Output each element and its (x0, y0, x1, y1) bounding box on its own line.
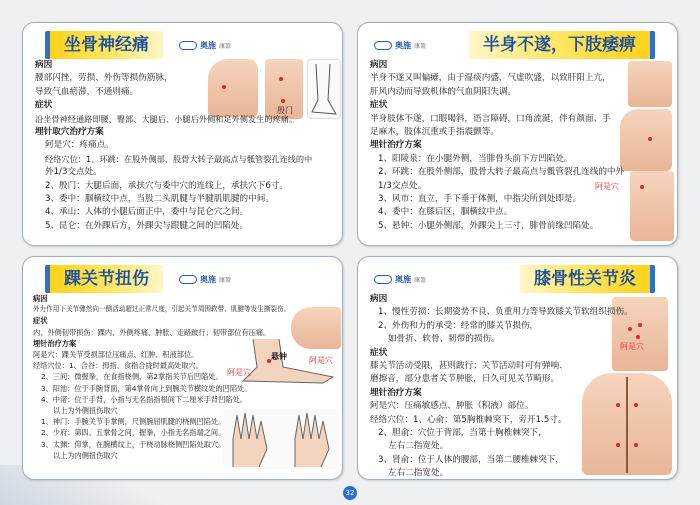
card-ankle (22, 256, 343, 480)
card-body (370, 293, 670, 480)
text-line: 足麻木，肢体沉重或手指震颤等。 (370, 127, 499, 138)
acupoint-label: 阿是穴 (620, 342, 644, 351)
brand-logo (179, 39, 231, 51)
text-line: 1、阳陵泉：在小腿外侧，当腓骨头前下方凹陷处。 (378, 153, 573, 164)
text-line: 经络穴位：1、环跳：在股外侧部，股骨大转子最高点与骶管裂孔连线的中 (45, 153, 313, 164)
card-body (35, 59, 335, 233)
brand-sub: 康盈 (219, 276, 232, 284)
card-title: 踝关节扭伤 (45, 265, 163, 293)
text-line: 内、外侧韧带损伤：踝内、外侧疼痛、肿胀、走路跛行；韧带部位有压痛。 (33, 327, 271, 337)
text-line: 肝风内动而导致机体的气血阴阳失调。 (370, 86, 517, 97)
card-sciatica (22, 22, 343, 246)
text-line: 导致气血瘀滞，不通则痛。 (35, 86, 139, 97)
brand-sub: 康盈 (414, 276, 427, 284)
text-line: 2、外伤和力的承受：经常的膝关节损伤， (378, 320, 539, 331)
text-line: 腰部闪挫，劳损、外伤等损伤筋脉， (35, 73, 173, 84)
text-line: 2、少府：第四、五掌骨之间，握拳，小指无名指端之间。 (41, 428, 226, 438)
text-line: 半身肢体不遂，口眼喝斜，语言障碍，口角流涎，伴有颜面、手 (370, 113, 611, 124)
logo-icon (179, 275, 197, 284)
text-line: 4、中渚：位于手背，小指与无名指指根间下二厘米手背凹陷处。 (41, 394, 247, 404)
text-line: 4、委中：在膝后区，腘横纹中点。 (378, 207, 513, 218)
acupoint-label: 阿是穴 (309, 356, 333, 365)
brand-sub: 康盈 (414, 42, 427, 50)
text-line: 左右二指宽处。 (388, 441, 449, 452)
text-line: 2、环跳：在股外侧部，股骨大转子最高点与骶管裂孔连线的中外 (378, 167, 625, 178)
acupoint-label: 殷门 (277, 106, 293, 115)
text-line: 3、阳池：位于手腕背面，第4掌骨向上到腕关节横纹处的凹陷处。 (41, 383, 252, 393)
card-body (370, 59, 670, 233)
text-line: 症状 (370, 100, 388, 111)
logo-icon (179, 41, 197, 50)
text-line: 沿坐骨神经通路即腰、臀部、大腿后、小腿后外侧和足外侧发生的疼痛。 (35, 113, 298, 124)
text-line: 埋针治疗方案 (370, 387, 422, 398)
brand-logo (374, 39, 426, 51)
text-line: 1、神门：手腕关节手掌侧，尺侧腕屈肌腱的桡侧凹陷处。 (41, 417, 226, 427)
text-line: 膝关节活动受限，甚则跛行；关节活动时可有弹响、 (370, 361, 568, 372)
brand-logo (179, 273, 231, 285)
brand-name: 奥施 (395, 274, 411, 284)
text-line: 阿是穴：疼痛点。 (45, 140, 114, 151)
card-knee (357, 256, 678, 480)
acupoint-label: 悬钟 (271, 352, 287, 361)
card-title: 坐骨神经痛 (45, 31, 163, 59)
text-line: 2、殷门：大腿后面，承扶穴与委中穴的连线上，承扶穴下6寸。 (45, 180, 288, 191)
text-line: 5、昆仑：在外踝后方，外踝尖与跟腱之间的凹陷处。 (45, 220, 249, 231)
brand-name: 奥施 (395, 40, 411, 50)
card-body (33, 293, 339, 461)
logo-icon (374, 41, 392, 50)
text-line: 2、胆俞：穴位于背部，当第十胸椎棘突下， (378, 428, 547, 439)
text-line: 磨擦音，部分患者关节肿胀，日久可见关节畸形。 (370, 374, 560, 385)
text-line: 阿是穴：压痛敏感点、肿胀（积液）部位。 (370, 401, 534, 412)
text-line: 3、风市：直立，手下垂于体侧，中指尖所到处即是。 (378, 194, 582, 205)
text-line: 埋针取穴治疗方案 (35, 127, 104, 138)
logo-icon (374, 275, 392, 284)
text-line: 埋针治疗方案 (33, 338, 77, 348)
text-line: 3、委中：腘横纹中点，当股二头肌腱与半腱肌肌腱的中间。 (45, 194, 274, 205)
text-line: 病因 (370, 294, 388, 304)
text-line: 阿是穴：踝关节受损部位压痛点、红肿、积液部位。 (33, 350, 199, 360)
text-line: 如骨折、软骨、韧带的损伤。 (388, 334, 500, 345)
card-title: 半身不遂，下肢痿痹 (469, 31, 655, 59)
text-line: 症状 (370, 347, 388, 358)
text-line: 5、悬钟：小腿外侧部，外踝尖上三寸，腓骨前缘凹陷处。 (378, 220, 599, 231)
brand-sub: 康盈 (219, 42, 232, 50)
page-number: 32 (343, 486, 357, 500)
text-line: 经络穴位：1、心俞：第5胸椎棘突下，旁开1.5寸。 (370, 414, 567, 425)
brand-logo (374, 273, 426, 285)
text-line: 外1/3交点处。 (45, 167, 102, 178)
text-line: 埋针治疗方案 (370, 140, 422, 151)
brand-name: 奥施 (200, 40, 216, 50)
text-line: 症状 (33, 316, 48, 326)
text-line: 3、太渊：仰掌，在腕横纹上，于桡动脉桡侧凹陷处取穴。 (41, 439, 226, 449)
text-line: 4、承山：人体的小腿后面正中，委中与昆仑穴之间。 (45, 207, 249, 218)
acupoint-label: 阿是穴 (227, 368, 251, 377)
text-line: 外力作用下关节骤然向一侧活动超过正常尺度，引起关节周围软带、肌腱等发生撕裂伤。 (33, 305, 291, 314)
brand-name: 奥施 (200, 274, 216, 284)
text-line: 左右二指宽处。 (388, 468, 449, 479)
text-line: 以上为内侧扭伤取穴 (53, 450, 118, 460)
card-hemiplegia (357, 22, 678, 246)
text-line: 病因 (33, 294, 48, 303)
text-line: 经络穴位：1、合谷：拇指、食指合拢时最高处取穴。 (33, 361, 203, 371)
text-line: 1/3交点处。 (378, 180, 427, 191)
text-line: 症状 (35, 100, 53, 111)
text-line: 病因 (370, 60, 388, 70)
text-line: 病因 (35, 60, 53, 70)
text-line: 3、肾俞：位于人体的腰部，当第二腰椎棘突下， (378, 454, 564, 465)
text-line: 1、慢性劳损：长期姿势不良、负重用力等导致膝关节软组织损伤。 (378, 307, 633, 318)
text-line: 2、三间：微握拳，在食指桡侧，第2掌指关节后凹陷处。 (41, 372, 223, 382)
text-line: 半身不遂又叫偏瘫，由于湿痰内盛，气虚吹盛，以致肝阳上亢， (370, 73, 611, 84)
card-title: 膝骨性关节炎 (520, 265, 655, 293)
text-line: 以上为外侧扭伤取穴 (53, 406, 118, 416)
acupoint-label: 阿是穴 (595, 182, 619, 191)
